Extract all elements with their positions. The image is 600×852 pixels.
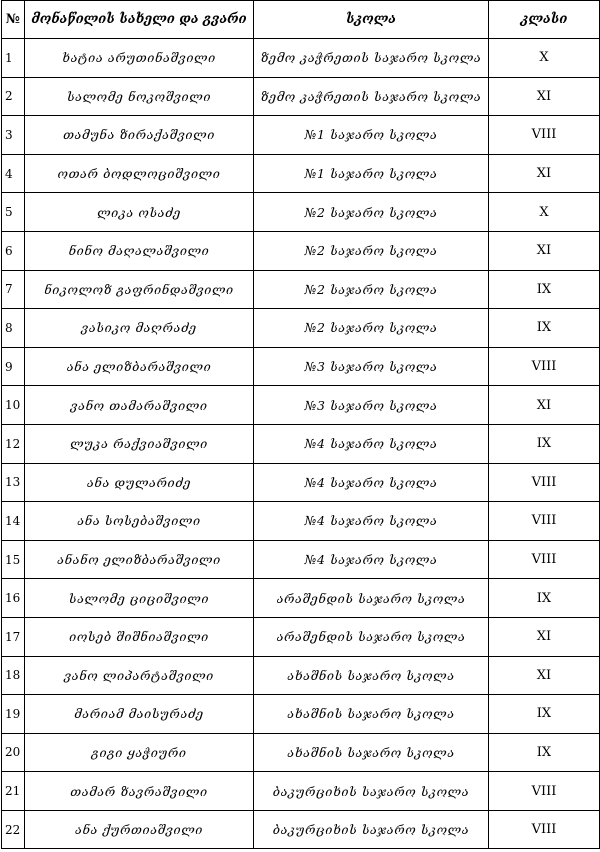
participant-name: სალომე ნოკოშვილი (25, 77, 254, 116)
participant-name: ვასიკო მაღრაძე (25, 309, 254, 348)
class-grade: IX (489, 579, 600, 618)
table-body (2, 39, 600, 849)
class-grade: VIII (489, 116, 600, 155)
row-number: 3 (2, 116, 25, 155)
row-number: 15 (2, 540, 25, 579)
row-number: 6 (2, 231, 25, 270)
table-row (2, 154, 600, 193)
table-row (2, 810, 600, 849)
school-name: №1 საჯარო სკოლა (254, 116, 489, 155)
participant-name: იოსებ შიშნიაშვილი (25, 617, 254, 656)
table-row (2, 193, 600, 232)
table-row (2, 579, 600, 618)
table-row (2, 463, 600, 502)
participant-name: ანა ელიზბარაშვილი (25, 347, 254, 386)
participant-name: ვანო ლიპარტაშვილი (25, 656, 254, 695)
class-grade: IX (489, 309, 600, 348)
class-grade: XI (489, 77, 600, 116)
school-name: ახაშნის საჯარო სკოლა (254, 695, 489, 734)
school-name: №4 საჯარო სკოლა (254, 463, 489, 502)
participants-table (1, 0, 600, 849)
table-row (2, 270, 600, 309)
table-row (2, 39, 600, 78)
table-row (2, 309, 600, 348)
school-name: ზემო კაჭრეთის საჯარო სკოლა (254, 39, 489, 78)
participant-name: ლუკა რაქვიაშვილი (25, 424, 254, 463)
participant-name: ნიკოლოზ გაფრინდაშვილი (25, 270, 254, 309)
row-number: 10 (2, 386, 25, 425)
participant-name: ანა სოსებაშვილი (25, 502, 254, 541)
table-row (2, 502, 600, 541)
table-row (2, 540, 600, 579)
row-number: 16 (2, 579, 25, 618)
class-grade: XI (489, 154, 600, 193)
school-name: №3 საჯარო სკოლა (254, 347, 489, 386)
school-name: ზემო კაჭრეთის საჯარო სკოლა (254, 77, 489, 116)
row-number: 4 (2, 154, 25, 193)
table-row (2, 617, 600, 656)
class-grade: X (489, 193, 600, 232)
class-grade: VIII (489, 540, 600, 579)
table-row (2, 695, 600, 734)
school-name: ბაკურციხის საჯარო სკოლა (254, 810, 489, 849)
participant-name: ოთარ ბოდლოციშვილი (25, 154, 254, 193)
class-grade: VIII (489, 463, 600, 502)
table-header (2, 1, 600, 39)
table-row (2, 347, 600, 386)
row-number: 8 (2, 309, 25, 348)
class-grade: X (489, 39, 600, 78)
row-number: 14 (2, 502, 25, 541)
school-name: №3 საჯარო სკოლა (254, 386, 489, 425)
row-number: 12 (2, 424, 25, 463)
header-school: სკოლა (254, 1, 489, 39)
table-row (2, 733, 600, 772)
school-name: №1 საჯარო სკოლა (254, 154, 489, 193)
row-number: 5 (2, 193, 25, 232)
row-number: 20 (2, 733, 25, 772)
participant-name: ხატია არუთინაშვილი (25, 39, 254, 78)
school-name: არაშენდის საჯარო სკოლა (254, 579, 489, 618)
row-number: 22 (2, 810, 25, 849)
school-name: №2 საჯარო სკოლა (254, 270, 489, 309)
row-number: 18 (2, 656, 25, 695)
class-grade: VIII (489, 347, 600, 386)
row-number: 19 (2, 695, 25, 734)
header-number: № (2, 1, 25, 39)
participant-name: ანა ქურთიაშვილი (25, 810, 254, 849)
participant-name: თამარ ზავრაშვილი (25, 772, 254, 811)
row-number: 2 (2, 77, 25, 116)
school-name: ბაკურციხის საჯარო სკოლა (254, 772, 489, 811)
table-row (2, 231, 600, 270)
header-class: კლასი (489, 1, 600, 39)
row-number: 13 (2, 463, 25, 502)
table-row (2, 424, 600, 463)
school-name: №2 საჯარო სკოლა (254, 309, 489, 348)
participant-name: ანა დულარიძე (25, 463, 254, 502)
class-grade: VIII (489, 810, 600, 849)
school-name: ახაშნის საჯარო სკოლა (254, 656, 489, 695)
school-name: ახაშნის საჯარო სკოლა (254, 733, 489, 772)
header-row (2, 1, 600, 39)
school-name: არაშენდის საჯარო სკოლა (254, 617, 489, 656)
participant-name: მარიამ მაისურაძე (25, 695, 254, 734)
row-number: 17 (2, 617, 25, 656)
header-participant-name: მონაწილის სახელი და გვარი (25, 1, 254, 39)
school-name: №2 საჯარო სკოლა (254, 193, 489, 232)
participant-name: ლიკა ოსაძე (25, 193, 254, 232)
participant-name: ნინო მაღალაშვილი (25, 231, 254, 270)
class-grade: XI (489, 386, 600, 425)
class-grade: XI (489, 617, 600, 656)
school-name: №4 საჯარო სკოლა (254, 502, 489, 541)
row-number: 1 (2, 39, 25, 78)
school-name: №4 საჯარო სკოლა (254, 540, 489, 579)
table-row (2, 656, 600, 695)
participant-name: ანანო ელიზბარაშვილი (25, 540, 254, 579)
table-row (2, 116, 600, 155)
class-grade: IX (489, 695, 600, 734)
participant-name: თამუნა ზირაქაშვილი (25, 116, 254, 155)
table-row (2, 772, 600, 811)
table-row (2, 77, 600, 116)
school-name: №4 საჯარო სკოლა (254, 424, 489, 463)
participant-name: გიგი ყაჭიური (25, 733, 254, 772)
class-grade: VIII (489, 502, 600, 541)
class-grade: IX (489, 733, 600, 772)
class-grade: IX (489, 424, 600, 463)
school-name: №2 საჯარო სკოლა (254, 231, 489, 270)
participant-name: ვანო თამარაშვილი (25, 386, 254, 425)
participant-name: სალომე ციციშვილი (25, 579, 254, 618)
row-number: 9 (2, 347, 25, 386)
class-grade: XI (489, 231, 600, 270)
class-grade: VIII (489, 772, 600, 811)
row-number: 21 (2, 772, 25, 811)
class-grade: XI (489, 656, 600, 695)
row-number: 7 (2, 270, 25, 309)
class-grade: IX (489, 270, 600, 309)
table-row (2, 386, 600, 425)
